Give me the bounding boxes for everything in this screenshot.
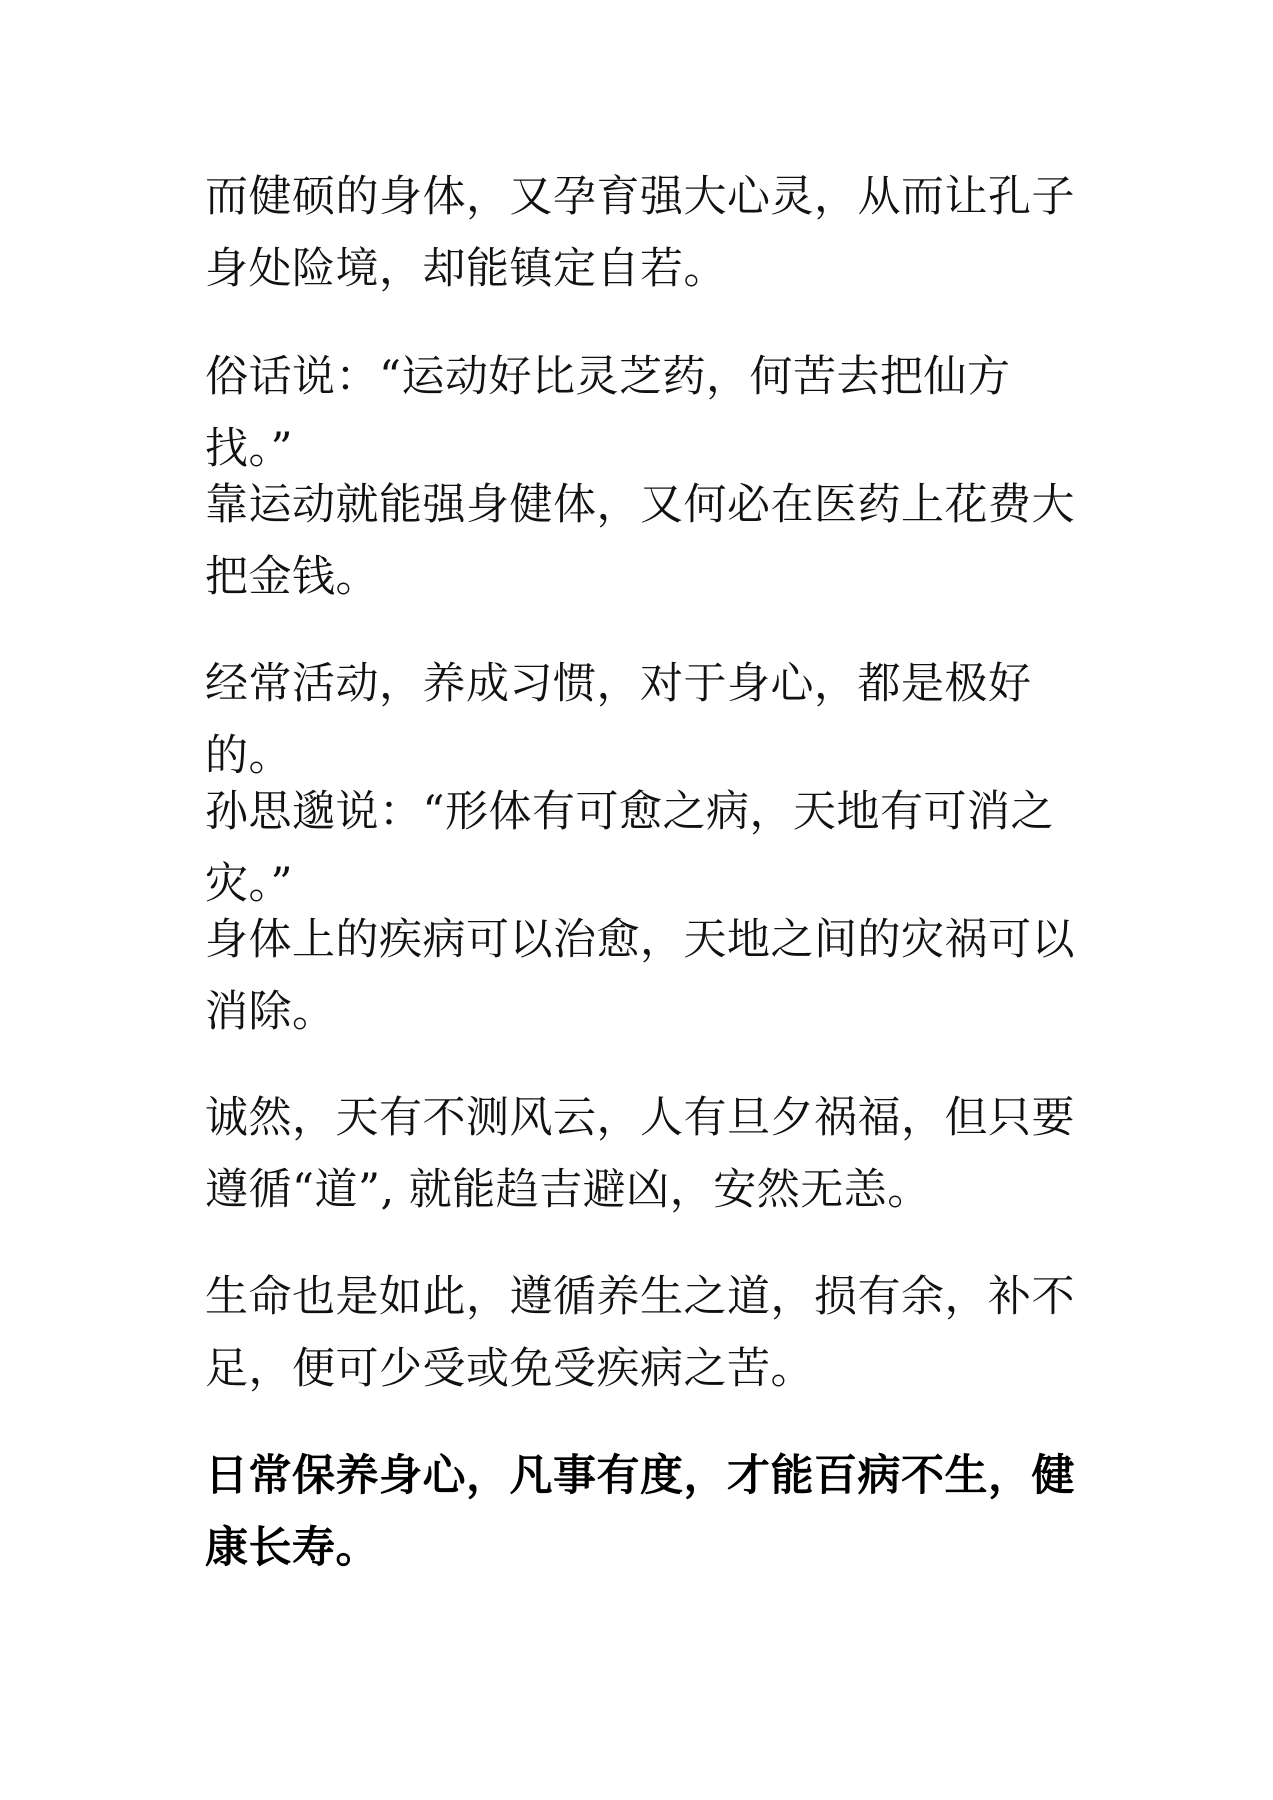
paragraph-6: 身体上的疾病可以治愈，天地之间的灾祸可以消除。	[205, 915, 1075, 1037]
paragraph-2: 俗话说：“运动好比灵芝药，何苦去把仙方找。”	[205, 352, 1011, 474]
paragraph-1: 而健硕的身体，又孕育强大心灵，从而让孔子身处险境，却能镇定自若。	[205, 172, 1075, 294]
paragraph-8: 生命也是如此，遵循养生之道，损有余，补不足，便可少受或免受疾病之苦。	[205, 1272, 1075, 1394]
paragraph-7: 诚然，天有不测风云，人有旦夕祸福，但只要遵循“道”, 就能趋吉避凶，安然无恙。	[205, 1093, 1075, 1215]
paragraph-4: 经常活动，养成习惯，对于身心，都是极好的。	[205, 659, 1032, 781]
paragraph-5: 孙思邈说：“形体有可愈之病，天地有可消之灾。”	[205, 787, 1054, 909]
paragraph-3: 靠运动就能强身健体，又何必在医药上花费大把金钱。	[205, 480, 1075, 602]
paragraph-9-bold-conclusion: 日常保养身心，凡事有度，才能百病不生，健康长寿。	[205, 1451, 1075, 1573]
